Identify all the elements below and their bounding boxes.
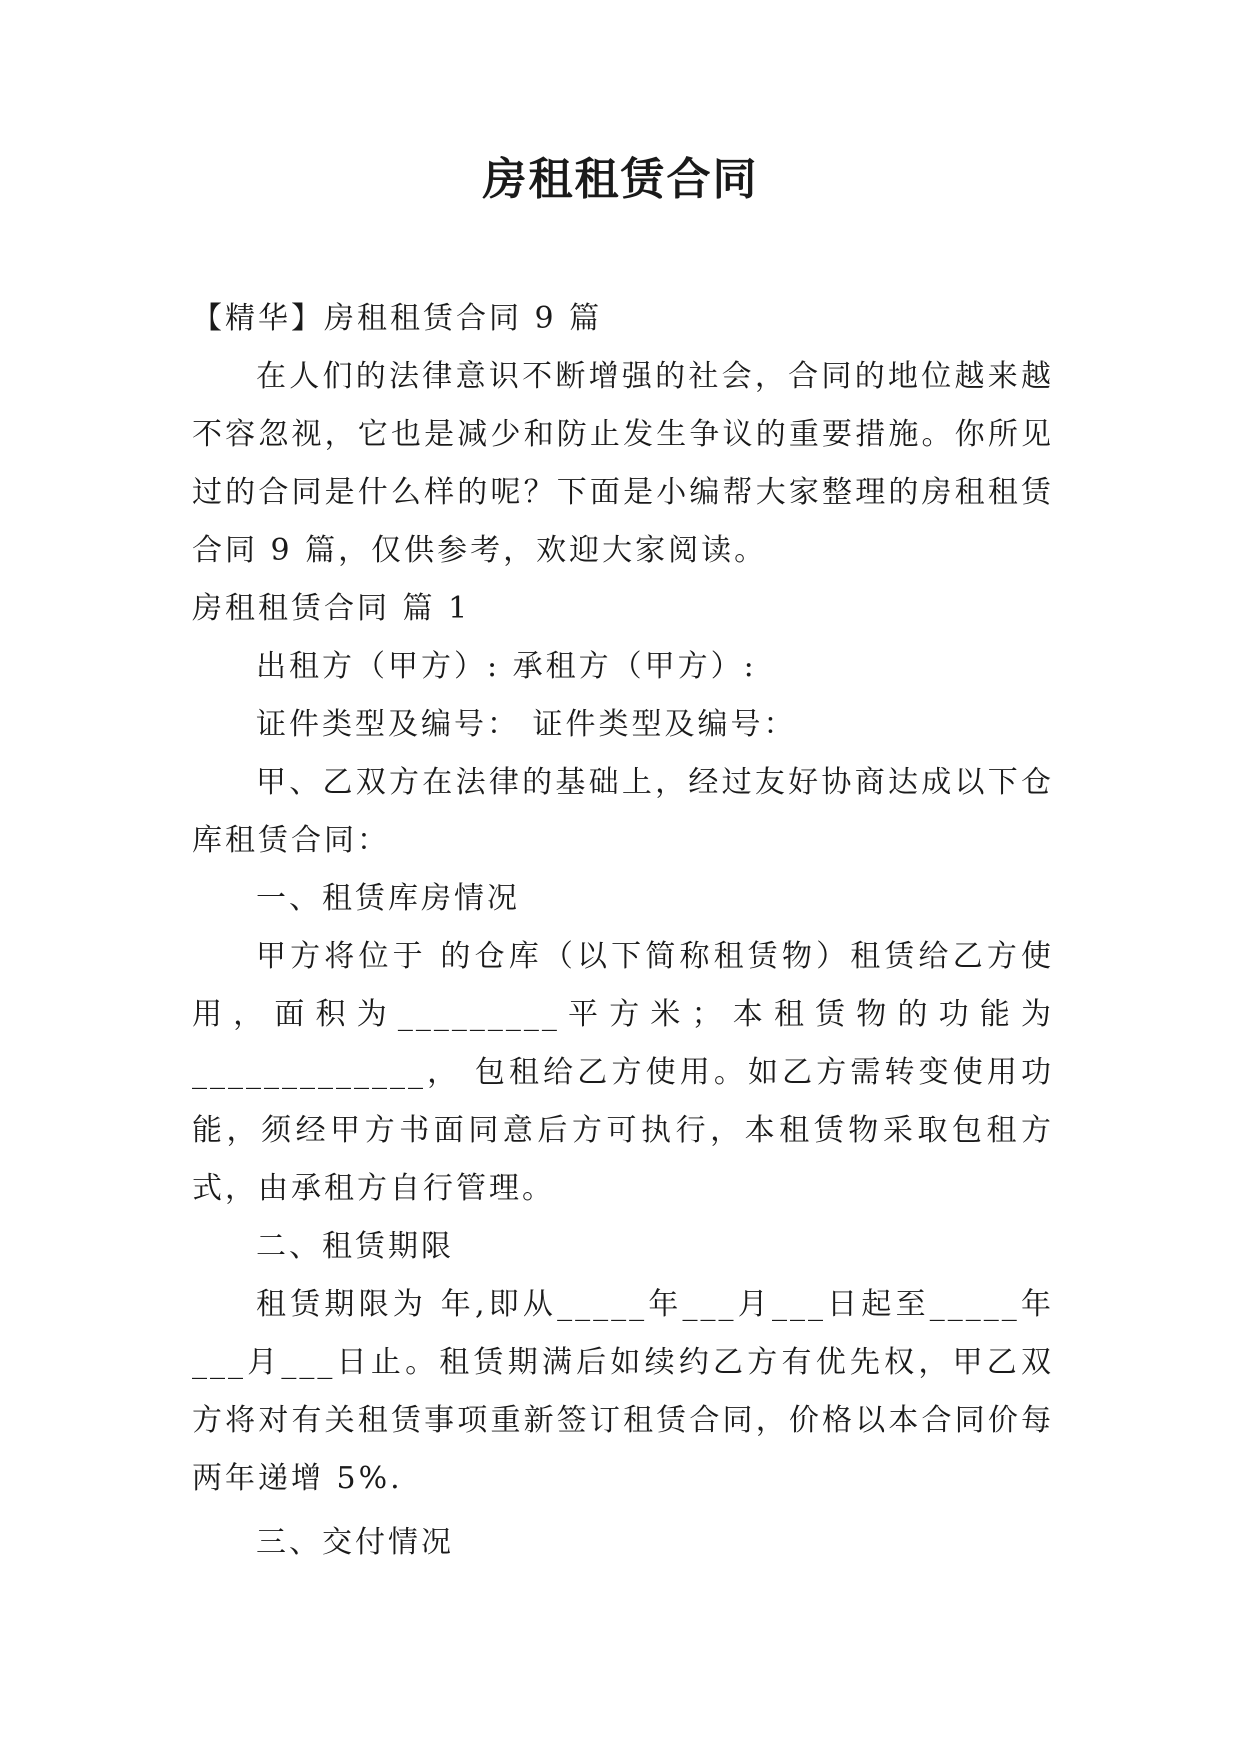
clause-3-heading: 三、交付情况 — [256, 1525, 454, 1560]
clause-1-text: 甲方将位于 的仓库（以下简称租赁物）租赁给乙方使用，面积为_________平方米；本租赁物的功能为_____________， 包租给乙方使用。如乙方需转变使用功能，须经甲方书面同意后方可执行，本租赁物采取包租方式，由承租方自行管理。 — [192, 939, 1054, 1206]
party-line: 出租方（甲方）: 承租方（甲方）: — [256, 649, 757, 684]
document-body — [192, 290, 1054, 1572]
intro-paragraph: 在人们的法律意识不断增强的社会，合同的地位越来越不容忽视，它也是减少和防止发生争议的重要措施。你所见过的合同是什么样的呢？下面是小编帮大家整理的房租租赁合同 9 篇，仅供参考，欢迎大家阅读。 — [192, 359, 1054, 568]
agreement-paragraph: 甲、乙双方在法律的基础上，经过友好协商达成以下仓库租赁合同： — [192, 765, 1054, 858]
section-heading: 房租租赁合同 篇 1 — [192, 591, 471, 626]
clause-1-heading: 一、租赁库房情况 — [256, 881, 520, 916]
clause-2-text: 租赁期限为 年,即从_____年___月___日起至_____年___月___日止。租赁期满后如续约乙方有优先权，甲乙双方将对有关租赁事项重新签订租赁合同，价格以本合同价每两年递增 5%. — [192, 1287, 1054, 1496]
clause-2-heading: 二、租赁期限 — [256, 1229, 454, 1264]
document-title: 房租租赁合同 — [482, 154, 759, 205]
id-line: 证件类型及编号： 证件类型及编号： — [256, 707, 797, 742]
document-subtitle: 【精华】房租租赁合同 9 篇 — [192, 301, 603, 336]
